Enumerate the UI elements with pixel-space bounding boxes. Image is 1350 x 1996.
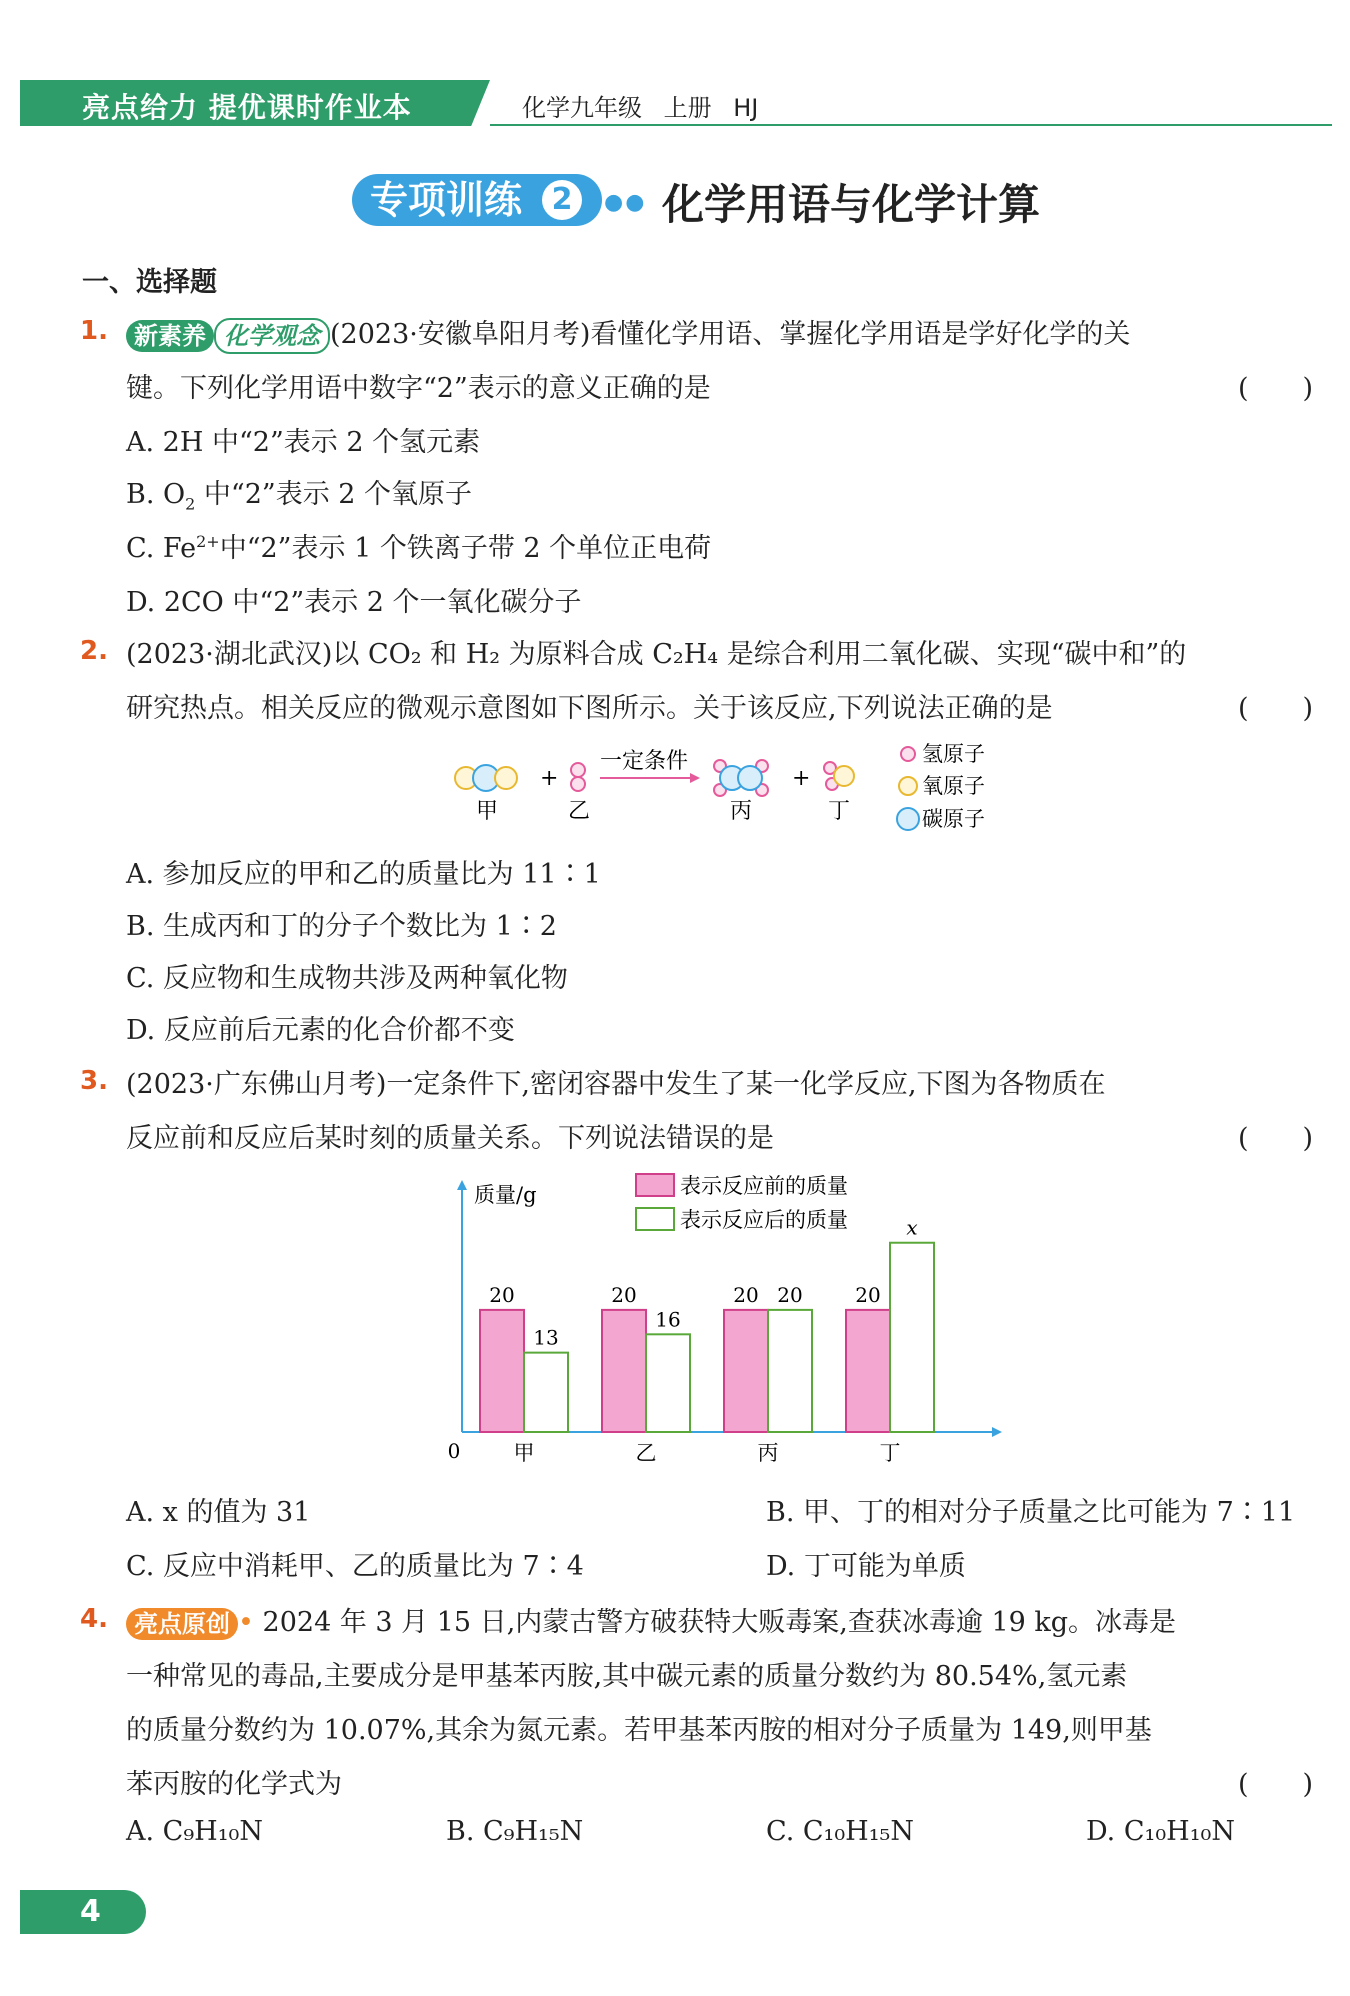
q3-option-a: A. x 的值为 31 [126, 1497, 311, 1528]
question-2-line-1: (2023·湖北武汉)以 CO₂ 和 H₂ 为原料合成 C₂H₄ 是综合利用二氧化碳、实现“碳中和”的 [126, 639, 1187, 670]
label-yi: 乙 [568, 799, 591, 824]
x-tick-丙: 丙 [757, 1441, 779, 1465]
label-jia: 甲 [476, 799, 499, 824]
data-label-甲-before: 20 [489, 1282, 515, 1307]
legend-oxygen-icon [899, 777, 917, 795]
reaction-diagram [440, 740, 1020, 840]
data-label-丁-before: 20 [855, 1282, 881, 1307]
data-label-乙-before: 20 [611, 1282, 637, 1307]
question-4-line-3: 的质量分数约为 10.07%,其余为氮元素。若甲基苯丙胺的相对分子质量为 149,则甲基 [126, 1715, 1152, 1746]
x-tick-甲: 甲 [513, 1441, 535, 1465]
legend-swatch-1 [636, 1174, 674, 1196]
answer-blank-4[interactable]: ( ) [1238, 1769, 1314, 1800]
legend-swatch-2 [636, 1208, 674, 1230]
q1-option-a: A. 2H 中“2”表示 2 个氢元素 [126, 427, 481, 458]
series-title: 亮点给力 提优课时作业本 [82, 91, 412, 124]
tag-dot: • [238, 1607, 254, 1638]
question-1-line-2: 键。下列化学用语中数字“2”表示的意义正确的是 [126, 373, 711, 404]
legend-label-2: 表示反应后的质量 [680, 1208, 848, 1232]
q3-option-d: D. 丁可能为单质 [766, 1551, 966, 1582]
q3-option-b: B. 甲、丁的相对分子质量之比可能为 7∶11 [766, 1497, 1296, 1528]
bar-乙-after [646, 1334, 690, 1432]
data-label-丙-before: 20 [733, 1282, 759, 1307]
y-axis-label: 质量/g [474, 1183, 537, 1207]
page-header [20, 80, 1332, 126]
q3-option-c: C. 反应中消耗甲、乙的质量比为 7∶4 [126, 1551, 584, 1582]
answer-blank-2[interactable]: ( ) [1238, 693, 1314, 724]
title-dots: ●● [604, 190, 647, 215]
legend-oxygen: 氧原子 [922, 774, 985, 798]
reaction-arrow-head [690, 773, 700, 783]
q1-c-pre: C. Fe [126, 533, 197, 564]
question-4-line-1 [126, 1600, 1176, 1640]
bar-乙-before [602, 1310, 646, 1432]
legend-hydrogen: 氢原子 [922, 742, 985, 766]
q1-c-post: 中“2”表示 1 个铁离子带 2 个单位正电荷 [219, 533, 712, 564]
legend-carbon: 碳原子 [922, 807, 985, 831]
q1-option-b [126, 472, 472, 513]
answer-blank-1[interactable]: ( ) [1238, 373, 1314, 404]
bar-丙-before [724, 1310, 768, 1432]
title-number: 2 [542, 180, 582, 220]
data-label-乙-after: 16 [655, 1307, 681, 1332]
page-title: 化学用语与化学计算 [662, 180, 1041, 229]
bar-甲-after [524, 1353, 568, 1432]
q1-option-c [126, 526, 711, 565]
question-4-text: 2024 年 3 月 15 日,内蒙古警方破获特大贩毒案,查获冰毒逾 19 kg。冰毒是 [262, 1607, 1177, 1638]
x-tick-丁: 丁 [879, 1441, 901, 1465]
tag-chem-concept: 化学观念 [214, 318, 330, 354]
mass-bar-chart [440, 1170, 1020, 1480]
plus-sign-2: + [792, 766, 811, 791]
legend-label-1: 表示反应前的质量 [680, 1174, 848, 1198]
q2-option-b: B. 生成丙和丁的分子个数比为 1∶2 [126, 911, 557, 942]
molecule-h2o [824, 762, 854, 790]
question-2-line-2: 研究热点。相关反应的微观示意图如下图所示。关于该反应,下列说法正确的是 [126, 693, 1053, 724]
x-axis-arrow [992, 1427, 1002, 1437]
page-number: 4 [20, 1890, 146, 1934]
title-badge [352, 174, 602, 226]
question-3-number: 3. [80, 1066, 108, 1096]
question-2-number: 2. [80, 636, 108, 666]
molecule-co2 [455, 765, 517, 791]
question-1-text: (2023·安徽阜阳月考)看懂化学用语、掌握化学用语是学好化学的关 [330, 319, 1131, 350]
question-1-number: 1. [80, 316, 108, 346]
reaction-condition: 一定条件 [600, 749, 689, 774]
label-ding: 丁 [828, 799, 851, 824]
bar-丙-after [768, 1310, 812, 1432]
q1-option-d: D. 2CO 中“2”表示 2 个一氧化碳分子 [126, 587, 582, 618]
header-rule [490, 124, 1332, 126]
q4-option-a: A. C₉H₁₀N [126, 1816, 263, 1847]
q4-option-d: D. C₁₀H₁₀N [1086, 1816, 1235, 1847]
question-1-line-1 [126, 312, 1130, 354]
q2-option-c: C. 反应物和生成物共涉及两种氧化物 [126, 963, 568, 994]
legend-carbon-icon [897, 808, 919, 830]
origin-label: 0 [447, 1439, 461, 1463]
bar-丁-after [890, 1243, 934, 1432]
molecule-h2 [571, 763, 585, 791]
molecule-c2h4 [714, 760, 768, 796]
plus-sign-1: + [540, 766, 559, 791]
q4-option-c: C. C₁₀H₁₅N [766, 1816, 914, 1847]
q1-b-post: 中“2”表示 2 个氧原子 [195, 479, 473, 510]
question-4-line-4: 苯丙胺的化学式为 [126, 1769, 342, 1800]
data-label-丁-after: x [906, 1215, 918, 1240]
data-label-甲-after: 13 [533, 1325, 559, 1350]
q2-option-d: D. 反应前后元素的化合价都不变 [126, 1015, 515, 1046]
tag-original: 亮点原创 [126, 1608, 238, 1640]
x-tick-乙: 乙 [635, 1441, 657, 1465]
book-info: 化学九年级 上册 HJ [522, 94, 759, 122]
answer-blank-3[interactable]: ( ) [1238, 1123, 1314, 1154]
question-3-line-1: (2023·广东佛山月考)一定条件下,密闭容器中发生了某一化学反应,下图为各物质在 [126, 1069, 1106, 1100]
q2-option-a: A. 参加反应的甲和乙的质量比为 11∶1 [126, 859, 601, 890]
label-bing: 丙 [730, 799, 753, 824]
tag-new-literacy: 新素养 [126, 320, 214, 352]
bar-甲-before [480, 1310, 524, 1432]
q4-option-b: B. C₉H₁₅N [446, 1816, 584, 1847]
q1-b-sub: 2 [185, 494, 196, 514]
bar-丁-before [846, 1310, 890, 1432]
y-axis-arrow [457, 1180, 467, 1190]
q1-c-sup: 2+ [196, 532, 220, 551]
data-label-丙-after: 20 [777, 1282, 803, 1307]
section-heading: 一、选择题 [82, 267, 217, 298]
question-4-number: 4. [80, 1604, 108, 1634]
title-prefix: 专项训练 [370, 178, 523, 222]
q1-b-pre: B. O [126, 479, 186, 510]
question-3-line-2: 反应前和反应后某时刻的质量关系。下列说法错误的是 [126, 1123, 774, 1154]
question-4-line-2: 一种常见的毒品,主要成分是甲基苯丙胺,其中碳元素的质量分数约为 80.54%,氢元素 [126, 1661, 1128, 1692]
legend-hydrogen-icon [901, 747, 915, 761]
